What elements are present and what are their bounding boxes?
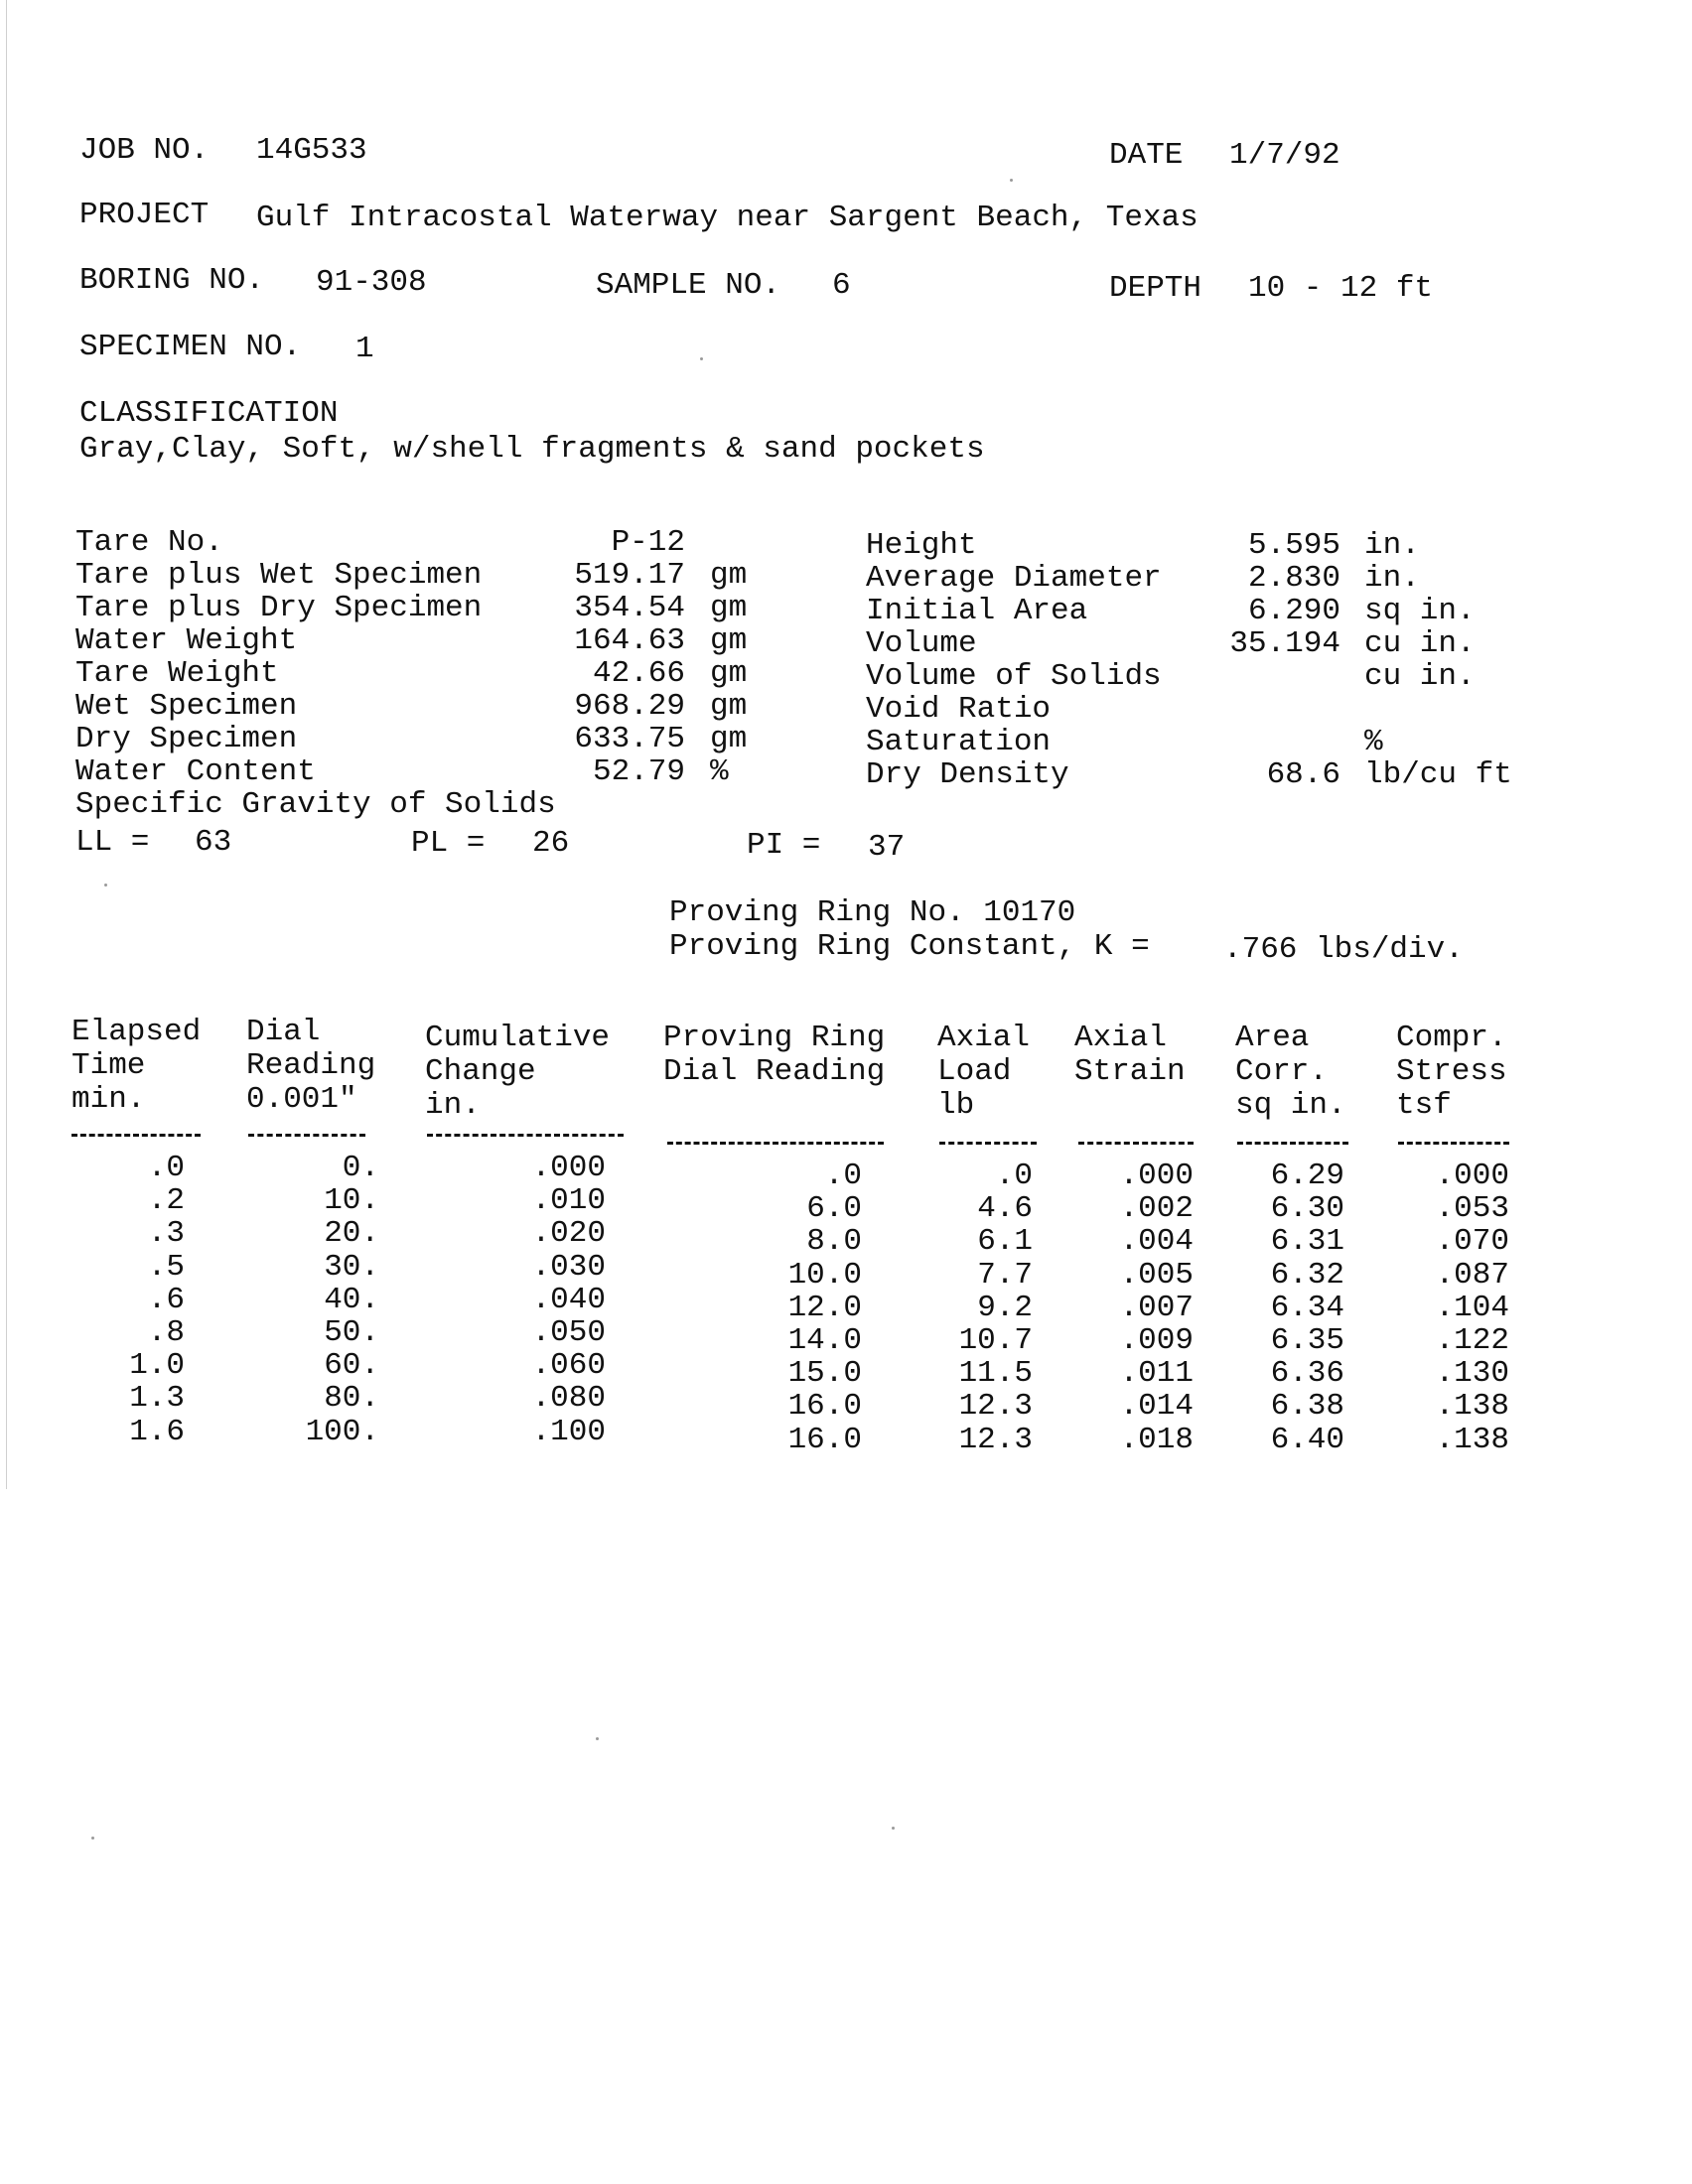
table-cell: .3 bbox=[147, 1216, 185, 1252]
prop-unit: % bbox=[1364, 725, 1383, 759]
table-cell: 100. bbox=[305, 1414, 379, 1449]
table-cell: .009 bbox=[1119, 1323, 1194, 1358]
table-cell: 10.7 bbox=[958, 1323, 1033, 1358]
prop-value: 52.79 bbox=[592, 754, 685, 789]
table-cell: .000 bbox=[1435, 1159, 1509, 1193]
scan-speck bbox=[700, 357, 703, 360]
table-cell: .007 bbox=[1119, 1290, 1194, 1325]
job-number: 14G533 bbox=[256, 133, 367, 168]
table-cell: .010 bbox=[531, 1183, 606, 1219]
table-cell: 6.38 bbox=[1270, 1389, 1344, 1425]
table-cell: .0 bbox=[147, 1151, 185, 1185]
classification-label: CLASSIFICATION bbox=[79, 396, 339, 431]
table-cell: .100 bbox=[531, 1414, 606, 1449]
table-cell: 12.3 bbox=[958, 1422, 1033, 1457]
boring-label: BORING NO. bbox=[79, 263, 265, 298]
boring-number: 91-308 bbox=[316, 265, 427, 300]
header-rule bbox=[1398, 1142, 1509, 1145]
table-header-7: Area Corr. sq in. bbox=[1235, 1021, 1346, 1123]
table-cell: .011 bbox=[1119, 1356, 1194, 1392]
prop-value: P-12 bbox=[611, 525, 685, 560]
table-header-5: Axial Load lb bbox=[937, 1021, 1031, 1123]
prop-unit: gm bbox=[710, 591, 748, 625]
table-cell: .070 bbox=[1435, 1224, 1509, 1260]
prop-unit: cu in. bbox=[1364, 626, 1476, 661]
table-cell: 0. bbox=[342, 1151, 379, 1185]
prop-unit: lb/cu ft bbox=[1364, 757, 1512, 792]
table-cell: .138 bbox=[1435, 1389, 1509, 1425]
prop-value: 68.6 bbox=[1266, 757, 1340, 792]
table-cell: .030 bbox=[531, 1249, 606, 1285]
table-cell: .2 bbox=[147, 1183, 185, 1219]
prop-label: Dry Density bbox=[866, 757, 1069, 792]
table-cell: .020 bbox=[531, 1216, 606, 1252]
table-cell: .8 bbox=[147, 1315, 185, 1350]
table-header-8: Compr. Stress tsf bbox=[1396, 1021, 1507, 1123]
pl-value: 26 bbox=[532, 826, 570, 861]
prop-unit: gm bbox=[710, 689, 748, 724]
table-cell: 6.30 bbox=[1270, 1191, 1344, 1227]
table-cell: 6.29 bbox=[1270, 1159, 1344, 1193]
table-cell: 40. bbox=[324, 1282, 379, 1317]
prop-unit: gm bbox=[710, 656, 748, 691]
prop-label: Wet Specimen bbox=[75, 689, 298, 724]
table-cell: .000 bbox=[1119, 1159, 1194, 1193]
scan-speck bbox=[892, 1827, 895, 1830]
prop-unit: in. bbox=[1364, 561, 1420, 596]
prop-value: 519.17 bbox=[574, 558, 685, 593]
table-cell: 9.2 bbox=[977, 1290, 1033, 1325]
date-value: 1/7/92 bbox=[1229, 138, 1340, 173]
header-rule bbox=[667, 1142, 884, 1145]
table-cell: 6.36 bbox=[1270, 1356, 1344, 1392]
table-cell: 12.3 bbox=[958, 1389, 1033, 1425]
prop-value: 6.290 bbox=[1247, 594, 1340, 628]
sample-label: SAMPLE NO. bbox=[596, 268, 781, 303]
table-cell: 1.3 bbox=[129, 1381, 185, 1417]
prop-label: Tare Weight bbox=[75, 656, 279, 691]
scan-speck bbox=[1010, 179, 1013, 182]
prop-unit: in. bbox=[1364, 528, 1420, 563]
prop-label: Volume bbox=[866, 626, 977, 661]
table-cell: .004 bbox=[1119, 1224, 1194, 1260]
table-cell: .040 bbox=[531, 1282, 606, 1317]
table-cell: 80. bbox=[324, 1381, 379, 1417]
prop-label: Tare plus Dry Specimen bbox=[75, 591, 483, 625]
table-cell: 6.35 bbox=[1270, 1323, 1344, 1358]
table-cell: 6.31 bbox=[1270, 1224, 1344, 1260]
prop-label: Void Ratio bbox=[866, 692, 1052, 727]
prop-unit: gm bbox=[710, 722, 748, 756]
table-cell: .053 bbox=[1435, 1191, 1509, 1227]
prop-value: 633.75 bbox=[574, 722, 685, 756]
prop-value: 42.66 bbox=[592, 656, 685, 691]
table-cell: .6 bbox=[147, 1282, 185, 1317]
table-header-3: Cumulative Change in. bbox=[425, 1021, 611, 1123]
table-cell: .0 bbox=[995, 1159, 1033, 1193]
table-cell: .138 bbox=[1435, 1422, 1509, 1457]
table-cell: 6.34 bbox=[1270, 1290, 1344, 1325]
prop-value: 354.54 bbox=[574, 591, 685, 625]
project-value: Gulf Intracostal Waterway near Sargent Beach, Texas bbox=[256, 201, 1198, 235]
classification-value: Gray,Clay, Soft, w/shell fragments & sand pockets bbox=[79, 432, 985, 467]
table-cell: .005 bbox=[1119, 1257, 1194, 1293]
table-cell: 14.0 bbox=[787, 1323, 862, 1358]
table-cell: 4.6 bbox=[977, 1191, 1033, 1227]
prop-label: Average Diameter bbox=[866, 561, 1162, 596]
table-cell: 10.0 bbox=[787, 1257, 862, 1293]
table-cell: 6.0 bbox=[806, 1191, 862, 1227]
table-cell: 15.0 bbox=[787, 1356, 862, 1392]
header-rule bbox=[1237, 1142, 1348, 1145]
prop-label: Tare No. bbox=[75, 525, 223, 560]
specimen-number: 1 bbox=[355, 332, 374, 366]
table-cell: .0 bbox=[824, 1159, 862, 1193]
prop-value: 2.830 bbox=[1247, 561, 1340, 596]
prop-label: Initial Area bbox=[866, 594, 1088, 628]
header-rule bbox=[71, 1134, 201, 1137]
prop-unit: cu in. bbox=[1364, 659, 1476, 694]
table-cell: 11.5 bbox=[958, 1356, 1033, 1392]
table-cell: 20. bbox=[324, 1216, 379, 1252]
header-rule bbox=[427, 1134, 624, 1137]
prop-value: 968.29 bbox=[574, 689, 685, 724]
prop-label: Height bbox=[866, 528, 977, 563]
table-cell: .000 bbox=[531, 1151, 606, 1185]
prop-unit: gm bbox=[710, 558, 748, 593]
prop-value: 35.194 bbox=[1229, 626, 1340, 661]
table-cell: 50. bbox=[324, 1315, 379, 1350]
depth-value: 10 - 12 ft bbox=[1248, 271, 1434, 306]
table-cell: 16.0 bbox=[787, 1389, 862, 1425]
table-cell: .002 bbox=[1119, 1191, 1194, 1227]
proving-ring-constant-value: .766 lbs/div. bbox=[1223, 932, 1464, 967]
depth-label: DEPTH bbox=[1109, 271, 1202, 306]
table-cell: .080 bbox=[531, 1381, 606, 1417]
table-cell: .104 bbox=[1435, 1290, 1509, 1325]
scan-speck bbox=[596, 1737, 599, 1740]
table-cell: .050 bbox=[531, 1315, 606, 1350]
table-cell: .122 bbox=[1435, 1323, 1509, 1358]
pi-value: 37 bbox=[868, 830, 906, 865]
pi-label: PI = bbox=[747, 828, 821, 863]
prop-label: Volume of Solids bbox=[866, 659, 1162, 694]
project-label: PROJECT bbox=[79, 198, 210, 232]
prop-label: Specific Gravity of Solids bbox=[75, 787, 556, 822]
header-rule bbox=[939, 1142, 1037, 1145]
table-cell: 6.1 bbox=[977, 1224, 1033, 1260]
table-cell: .018 bbox=[1119, 1422, 1194, 1457]
table-cell: 8.0 bbox=[806, 1224, 862, 1260]
prop-unit: gm bbox=[710, 623, 748, 658]
table-cell: .060 bbox=[531, 1348, 606, 1384]
scan-speck bbox=[91, 1837, 94, 1840]
sample-number: 6 bbox=[832, 268, 851, 303]
specimen-label: SPECIMEN NO. bbox=[79, 330, 302, 364]
table-cell: .014 bbox=[1119, 1389, 1194, 1425]
table-cell: 1.6 bbox=[129, 1414, 185, 1449]
ll-value: 63 bbox=[195, 825, 232, 860]
table-header-6: Axial Strain bbox=[1074, 1021, 1186, 1089]
prop-label: Tare plus Wet Specimen bbox=[75, 558, 483, 593]
table-cell: 7.7 bbox=[977, 1257, 1033, 1293]
table-cell: 12.0 bbox=[787, 1290, 862, 1325]
table-cell: 10. bbox=[324, 1183, 379, 1219]
table-header-4: Proving Ring Dial Reading bbox=[663, 1021, 886, 1089]
job-label: JOB NO. bbox=[79, 133, 210, 168]
prop-value: 5.595 bbox=[1247, 528, 1340, 563]
prop-label: Dry Specimen bbox=[75, 722, 298, 756]
prop-label: Water Weight bbox=[75, 623, 298, 658]
header-rule bbox=[248, 1134, 365, 1137]
prop-unit: % bbox=[710, 754, 729, 789]
date-label: DATE bbox=[1109, 138, 1184, 173]
pl-label: PL = bbox=[411, 826, 486, 861]
table-cell: .087 bbox=[1435, 1257, 1509, 1293]
ll-label: LL = bbox=[75, 825, 150, 860]
table-cell: 60. bbox=[324, 1348, 379, 1384]
table-cell: .130 bbox=[1435, 1356, 1509, 1392]
prop-label: Saturation bbox=[866, 725, 1052, 759]
table-cell: 6.32 bbox=[1270, 1257, 1344, 1293]
table-cell: 1.0 bbox=[129, 1348, 185, 1384]
table-header-1: Elapsed Time min. bbox=[71, 1015, 202, 1117]
prop-unit: sq in. bbox=[1364, 594, 1476, 628]
header-rule bbox=[1078, 1142, 1194, 1145]
prop-value: 164.63 bbox=[574, 623, 685, 658]
table-cell: 30. bbox=[324, 1249, 379, 1285]
proving-ring-number: Proving Ring No. 10170 bbox=[669, 895, 1076, 930]
scan-speck bbox=[104, 884, 107, 887]
table-cell: .5 bbox=[147, 1249, 185, 1285]
table-cell: 16.0 bbox=[787, 1422, 862, 1457]
table-header-2: Dial Reading 0.001" bbox=[246, 1015, 376, 1117]
prop-label: Water Content bbox=[75, 754, 316, 789]
table-cell: 6.40 bbox=[1270, 1422, 1344, 1457]
proving-ring-constant-label: Proving Ring Constant, K = bbox=[669, 929, 1150, 964]
